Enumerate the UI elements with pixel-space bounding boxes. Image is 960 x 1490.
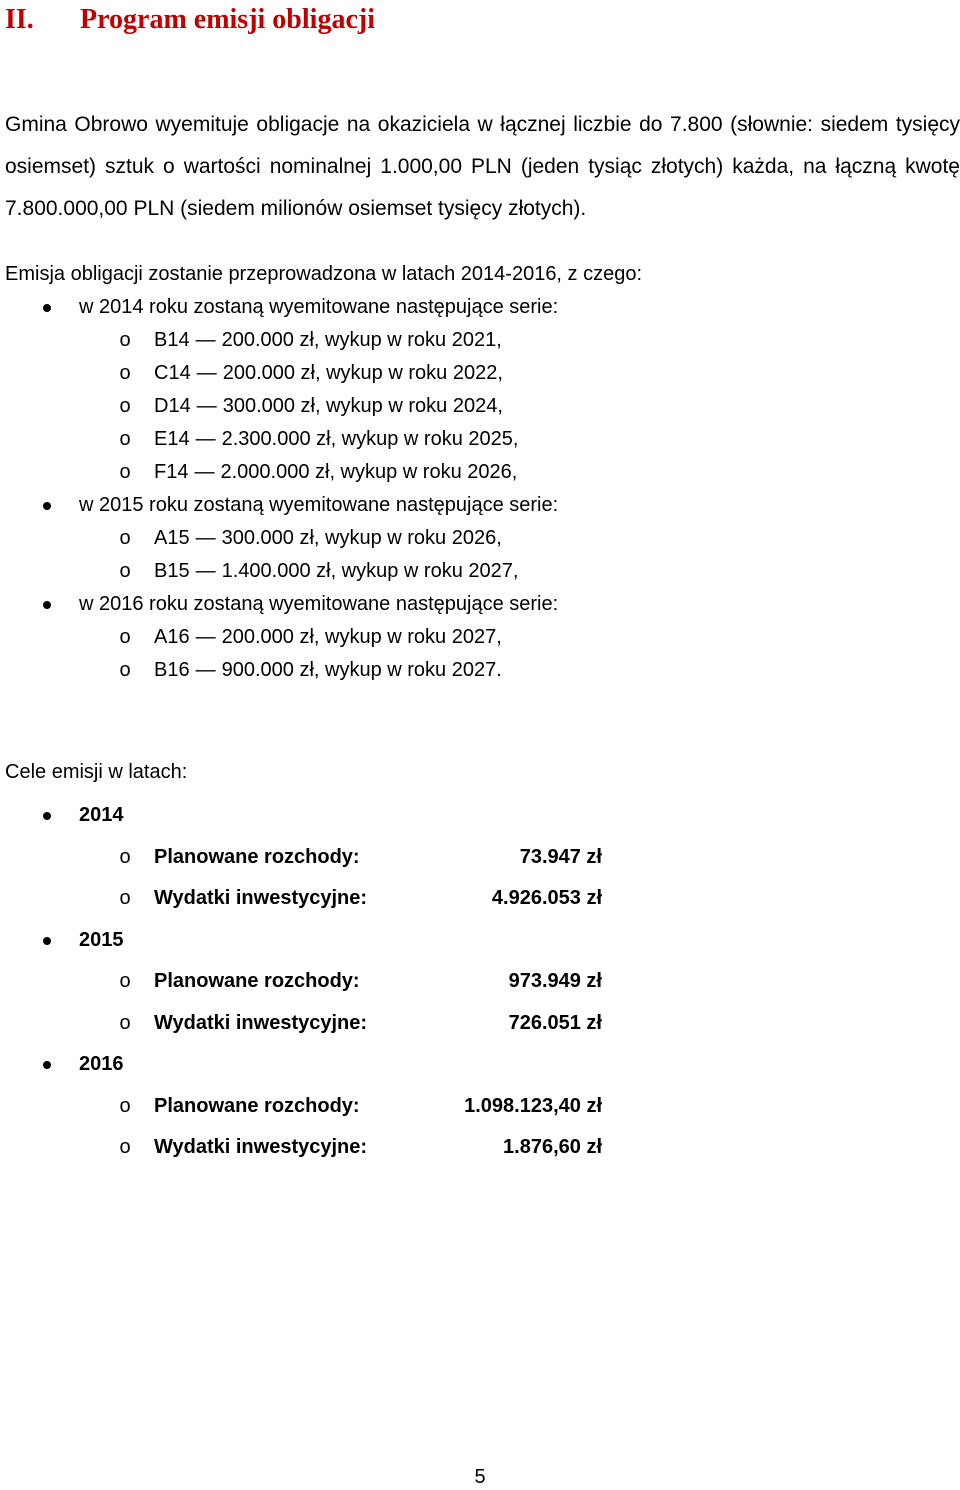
series-item bbox=[154, 424, 518, 454]
series-text: 200.000 zł, wykup w roku 2027, bbox=[221, 626, 502, 648]
goal-year: 2016 bbox=[79, 1053, 124, 1075]
sub-bullet-icon: o bbox=[119, 329, 131, 351]
series-code: A16 bbox=[154, 626, 190, 648]
sub-bullet-icon: o bbox=[119, 887, 131, 909]
sub-bullet-icon: o bbox=[119, 560, 131, 582]
goal-amount: 1.876,60 zł bbox=[503, 1136, 602, 1158]
sub-bullet-icon: o bbox=[119, 845, 131, 868]
sub-bullet-icon: o bbox=[119, 1011, 131, 1034]
sub-bullet-icon: o bbox=[119, 461, 131, 483]
series-text: 2.300.000 zł, wykup w roku 2025, bbox=[221, 428, 519, 450]
emission-year-label: w 2015 roku zostaną wyemitowane następujące serie: bbox=[79, 494, 559, 516]
series-dash: — bbox=[196, 395, 217, 417]
goal-amount: 73.947 zł bbox=[519, 845, 602, 868]
emission-lead: Emisja obligacji zostanie przeprowadzona w latach 2014-2016, z czego: bbox=[5, 263, 643, 285]
series-item bbox=[154, 556, 518, 586]
bullet-icon bbox=[43, 812, 51, 820]
sub-bullet-icon: o bbox=[119, 1094, 131, 1117]
series-dash: — bbox=[194, 461, 215, 483]
section-heading bbox=[5, 2, 375, 38]
series-text: 1.400.000 zł, wykup w roku 2027, bbox=[221, 560, 519, 582]
goal-label: Wydatki inwestycyjne: bbox=[154, 887, 368, 909]
intro-paragraph bbox=[5, 104, 960, 230]
emission-year-label: w 2014 roku zostaną wyemitowane następujące serie: bbox=[79, 296, 559, 318]
section-title: Program emisji obligacji bbox=[80, 4, 375, 35]
sub-bullet-icon: o bbox=[119, 362, 131, 384]
series-item bbox=[154, 358, 503, 388]
series-code: E14 bbox=[154, 428, 190, 450]
goal-label: Planowane rozchody: bbox=[154, 970, 360, 992]
series-item bbox=[154, 325, 502, 355]
goal-amount: 726.051 zł bbox=[508, 1011, 602, 1034]
sub-bullet-icon: o bbox=[119, 626, 131, 648]
sub-bullet-icon: o bbox=[119, 428, 131, 450]
series-dash: — bbox=[195, 659, 216, 681]
goals-title: Cele emisji w latach: bbox=[5, 761, 188, 783]
series-dash: — bbox=[195, 428, 216, 450]
bullet-icon bbox=[43, 502, 51, 510]
series-code: F14 bbox=[154, 461, 189, 483]
bullet-icon bbox=[43, 601, 51, 609]
series-code: A15 bbox=[154, 527, 190, 549]
series-dash: — bbox=[195, 626, 216, 648]
series-code: B15 bbox=[154, 560, 190, 582]
goal-year: 2015 bbox=[79, 928, 124, 951]
series-text: 200.000 zł, wykup w roku 2022, bbox=[222, 362, 503, 384]
sub-bullet-icon: o bbox=[119, 527, 131, 549]
bullet-icon bbox=[43, 937, 51, 945]
bullet-icon bbox=[43, 304, 51, 312]
sub-bullet-icon: o bbox=[119, 970, 131, 992]
goal-year: 2014 bbox=[79, 804, 124, 826]
sub-bullet-icon: o bbox=[119, 1136, 131, 1158]
series-dash: — bbox=[195, 560, 216, 582]
series-dash: — bbox=[195, 329, 216, 351]
goal-label: Wydatki inwestycyjne: bbox=[154, 1011, 368, 1034]
goal-label: Planowane rozchody: bbox=[154, 845, 360, 868]
bullet-icon bbox=[43, 1061, 51, 1069]
series-item bbox=[154, 523, 502, 553]
series-item bbox=[154, 457, 517, 487]
series-dash: — bbox=[196, 362, 217, 384]
series-text: 300.000 zł, wykup w roku 2024, bbox=[222, 395, 503, 417]
sub-bullet-icon: o bbox=[119, 395, 131, 417]
goal-label: Wydatki inwestycyjne: bbox=[154, 1136, 368, 1158]
series-dash: — bbox=[195, 527, 216, 549]
intro-line: osiemset) sztuk o wartości nominalnej 1.000,00 PLN (jeden tysiąc złotych) każda, na łączną kwotę bbox=[5, 155, 960, 178]
series-code: B14 bbox=[154, 329, 190, 351]
series-text: 300.000 zł, wykup w roku 2026, bbox=[221, 527, 502, 549]
section-number: II. bbox=[5, 4, 34, 35]
series-text: 900.000 zł, wykup w roku 2027. bbox=[221, 659, 502, 681]
series-item bbox=[154, 655, 502, 685]
series-code: D14 bbox=[154, 395, 191, 417]
series-text: 2.000.000 zł, wykup w roku 2026, bbox=[220, 461, 518, 483]
emission-year-label: w 2016 roku zostaną wyemitowane następujące serie: bbox=[79, 593, 559, 615]
page-number: 5 bbox=[474, 1466, 486, 1488]
series-code: B16 bbox=[154, 659, 190, 681]
goal-amount: 1.098.123,40 zł bbox=[464, 1094, 602, 1117]
series-item bbox=[154, 622, 502, 652]
intro-line: Gmina Obrowo wyemituje obligacje na okaziciela w łącznej liczbie do 7.800 (słownie: siedem tysięcy bbox=[5, 113, 960, 136]
goal-label: Planowane rozchody: bbox=[154, 1094, 360, 1117]
sub-bullet-icon: o bbox=[119, 659, 131, 681]
intro-line: 7.800.000,00 PLN (siedem milionów osiemset tysięcy złotych). bbox=[5, 197, 587, 220]
goal-amount: 973.949 zł bbox=[508, 970, 602, 992]
series-text: 200.000 zł, wykup w roku 2021, bbox=[221, 329, 502, 351]
series-code: C14 bbox=[154, 362, 191, 384]
goal-amount: 4.926.053 zł bbox=[491, 887, 602, 909]
series-item bbox=[154, 391, 503, 421]
